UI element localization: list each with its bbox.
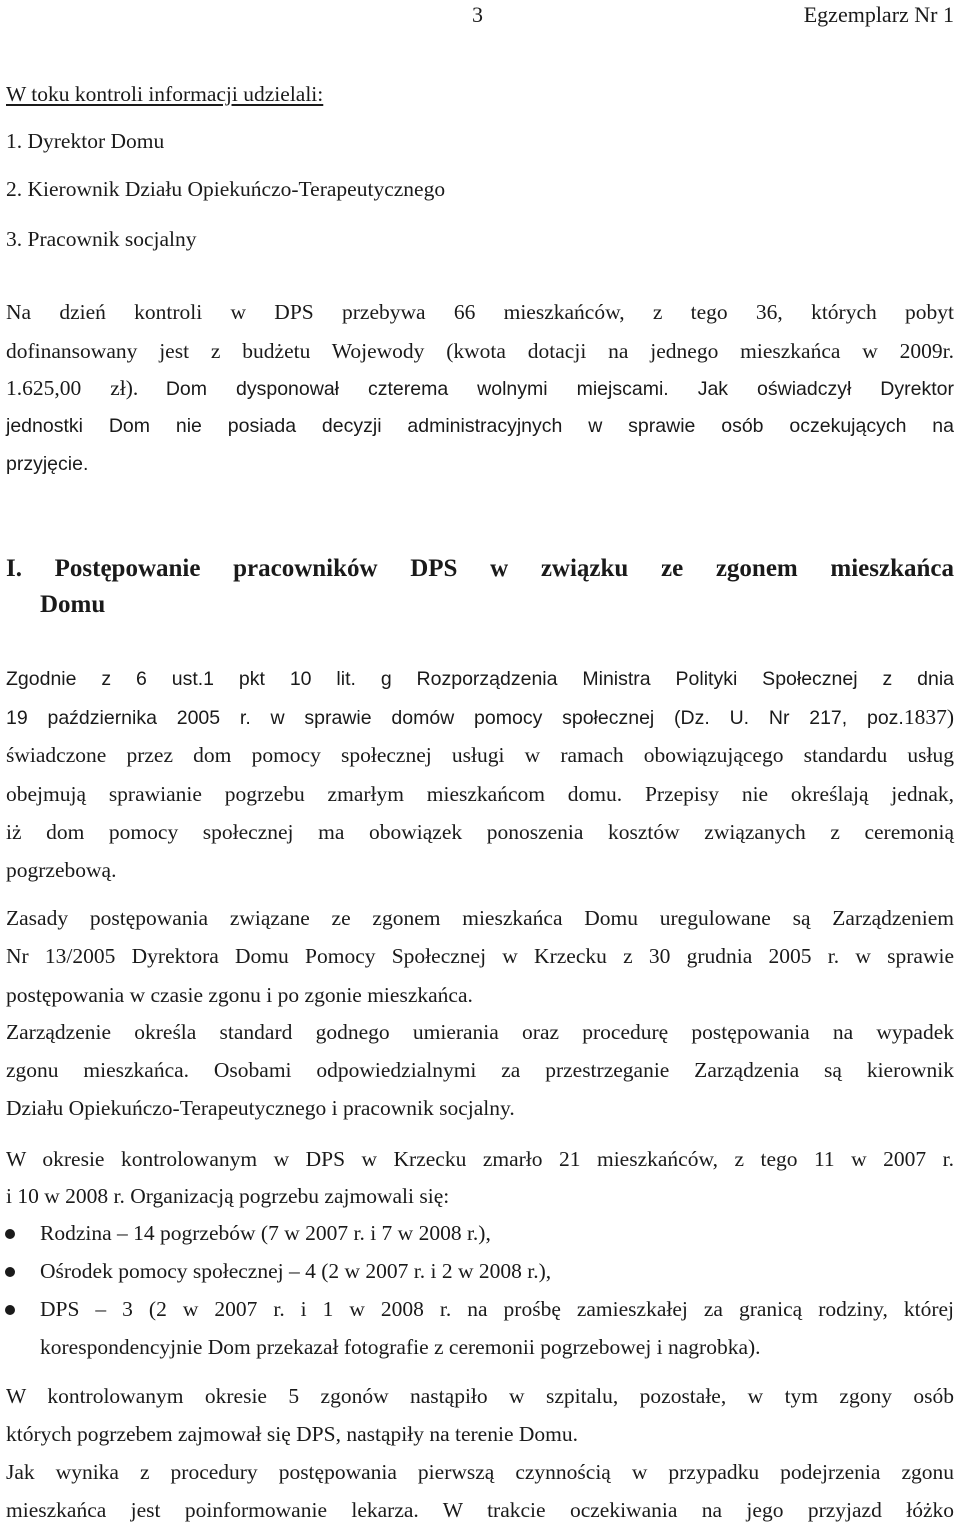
paragraph-line: których pogrzebem zajmował się DPS, nastąpiły na terenie Domu. — [6, 1422, 578, 1446]
intro-line: 1.625,00 zł). Dom dysponował czterema wolnymi miejscami. Jak oświadczył Dyrektor — [6, 376, 954, 400]
paragraph-line: Działu Opiekuńczo-Terapeutycznego i pracownik socjalny. — [6, 1096, 515, 1120]
intro-line: dofinansowany jest z budżetu Wojewody (kwota dotacji na jednego mieszkańca w 2009r. — [6, 339, 954, 363]
page-number: 3 — [472, 2, 483, 27]
informant-item: 1. Dyrektor Domu — [6, 129, 165, 153]
paragraph-line: W kontrolowanym okresie 5 zgonów nastąpiło w szpitalu, pozostałe, w tym zgony osób — [6, 1384, 954, 1408]
paragraph-line: Zgodnie z 6 ust.1 pkt 10 lit. g Rozporządzenia Ministra Polityki Społecznej z dnia — [6, 668, 954, 690]
paragraph-line: i 10 w 2008 r. Organizacją pogrzebu zajmowali się: — [6, 1184, 450, 1208]
informant-item: 2. Kierownik Działu Opiekuńczo-Terapeutycznego — [6, 177, 446, 201]
paragraph-line: mieszkańca jest poinformowanie lekarza. W trakcie oczekiwania na jego przyjazd łóżko — [6, 1498, 954, 1522]
informants-title: W toku kontroli informacji udzielali: — [6, 82, 324, 106]
bullet-icon — [5, 1229, 15, 1239]
paragraph-line: Jak wynika z procedury postępowania pierwszą czynnością w przypadku podejrzenia zgonu — [6, 1460, 954, 1484]
intro-line: Na dzień kontroli w DPS przebywa 66 mieszkańców, z tego 36, których pobyt — [6, 300, 954, 324]
list-item: DPS – 3 (2 w 2007 r. i 1 w 2008 r. na prośbę zamieszkałej za granicą rodziny, której — [40, 1297, 954, 1321]
section-heading-cont: Domu — [40, 591, 106, 618]
bullet-icon — [5, 1267, 15, 1277]
paragraph-line: postępowania w czasie zgonu i po zgonie mieszkańca. — [6, 983, 473, 1007]
intro-line: jednostki Dom nie posiada decyzji administracyjnych w sprawie osób oczekujących na — [6, 415, 954, 437]
list-item: Rodzina – 14 pogrzebów (7 w 2007 r. i 7 w 2008 r.), — [40, 1221, 491, 1245]
paragraph-line: pogrzebową. — [6, 858, 117, 882]
paragraph-line: obejmują sprawianie pogrzebu zmarłym mieszkańcom domu. Przepisy nie określają jednak, — [6, 782, 954, 806]
list-item-cont: korespondencyjnie Dom przekazał fotografie z ceremonii pogrzebowej i nagrobka). — [40, 1335, 761, 1359]
bullet-icon — [5, 1305, 15, 1315]
paragraph-line: 19 października 2005 r. w sprawie domów pomocy społecznej (Dz. U. Nr 217, poz.1837) — [6, 705, 954, 729]
paragraph-line: W okresie kontrolowanym w DPS w Krzecku zmarło 21 mieszkańców, z tego 11 w 2007 r. — [6, 1147, 954, 1171]
paragraph-line: świadczone przez dom pomocy społecznej usługi w ramach obowiązującego standardu usług — [6, 743, 954, 767]
list-item: Ośrodek pomocy społecznej – 4 (2 w 2007 r. i 2 w 2008 r.), — [40, 1259, 552, 1283]
informant-item: 3. Pracownik socjalny — [6, 227, 197, 251]
copy-label: Egzemplarz Nr 1 — [803, 2, 954, 27]
paragraph-line: Zarządzenie określa standard godnego umierania oraz procedurę postępowania na wypadek — [6, 1020, 954, 1044]
paragraph-line: iż dom pomocy społecznej ma obowiązek ponoszenia kosztów związanych z ceremonią — [6, 820, 954, 844]
section-heading: I. Postępowanie pracowników DPS w związku ze zgonem mieszkańca — [6, 555, 954, 582]
paragraph-line: zgonu mieszkańca. Osobami odpowiedzialnymi za przestrzeganie Zarządzenia są kierownik — [6, 1058, 954, 1082]
intro-line: przyjęcie. — [6, 453, 89, 475]
paragraph-line: Zasady postępowania związane ze zgonem mieszkańca Domu uregulowane są Zarządzeniem — [6, 906, 954, 930]
paragraph-line: Nr 13/2005 Dyrektora Domu Pomocy Społecznej w Krzecku z 30 grudnia 2005 r. w sprawie — [6, 944, 954, 968]
